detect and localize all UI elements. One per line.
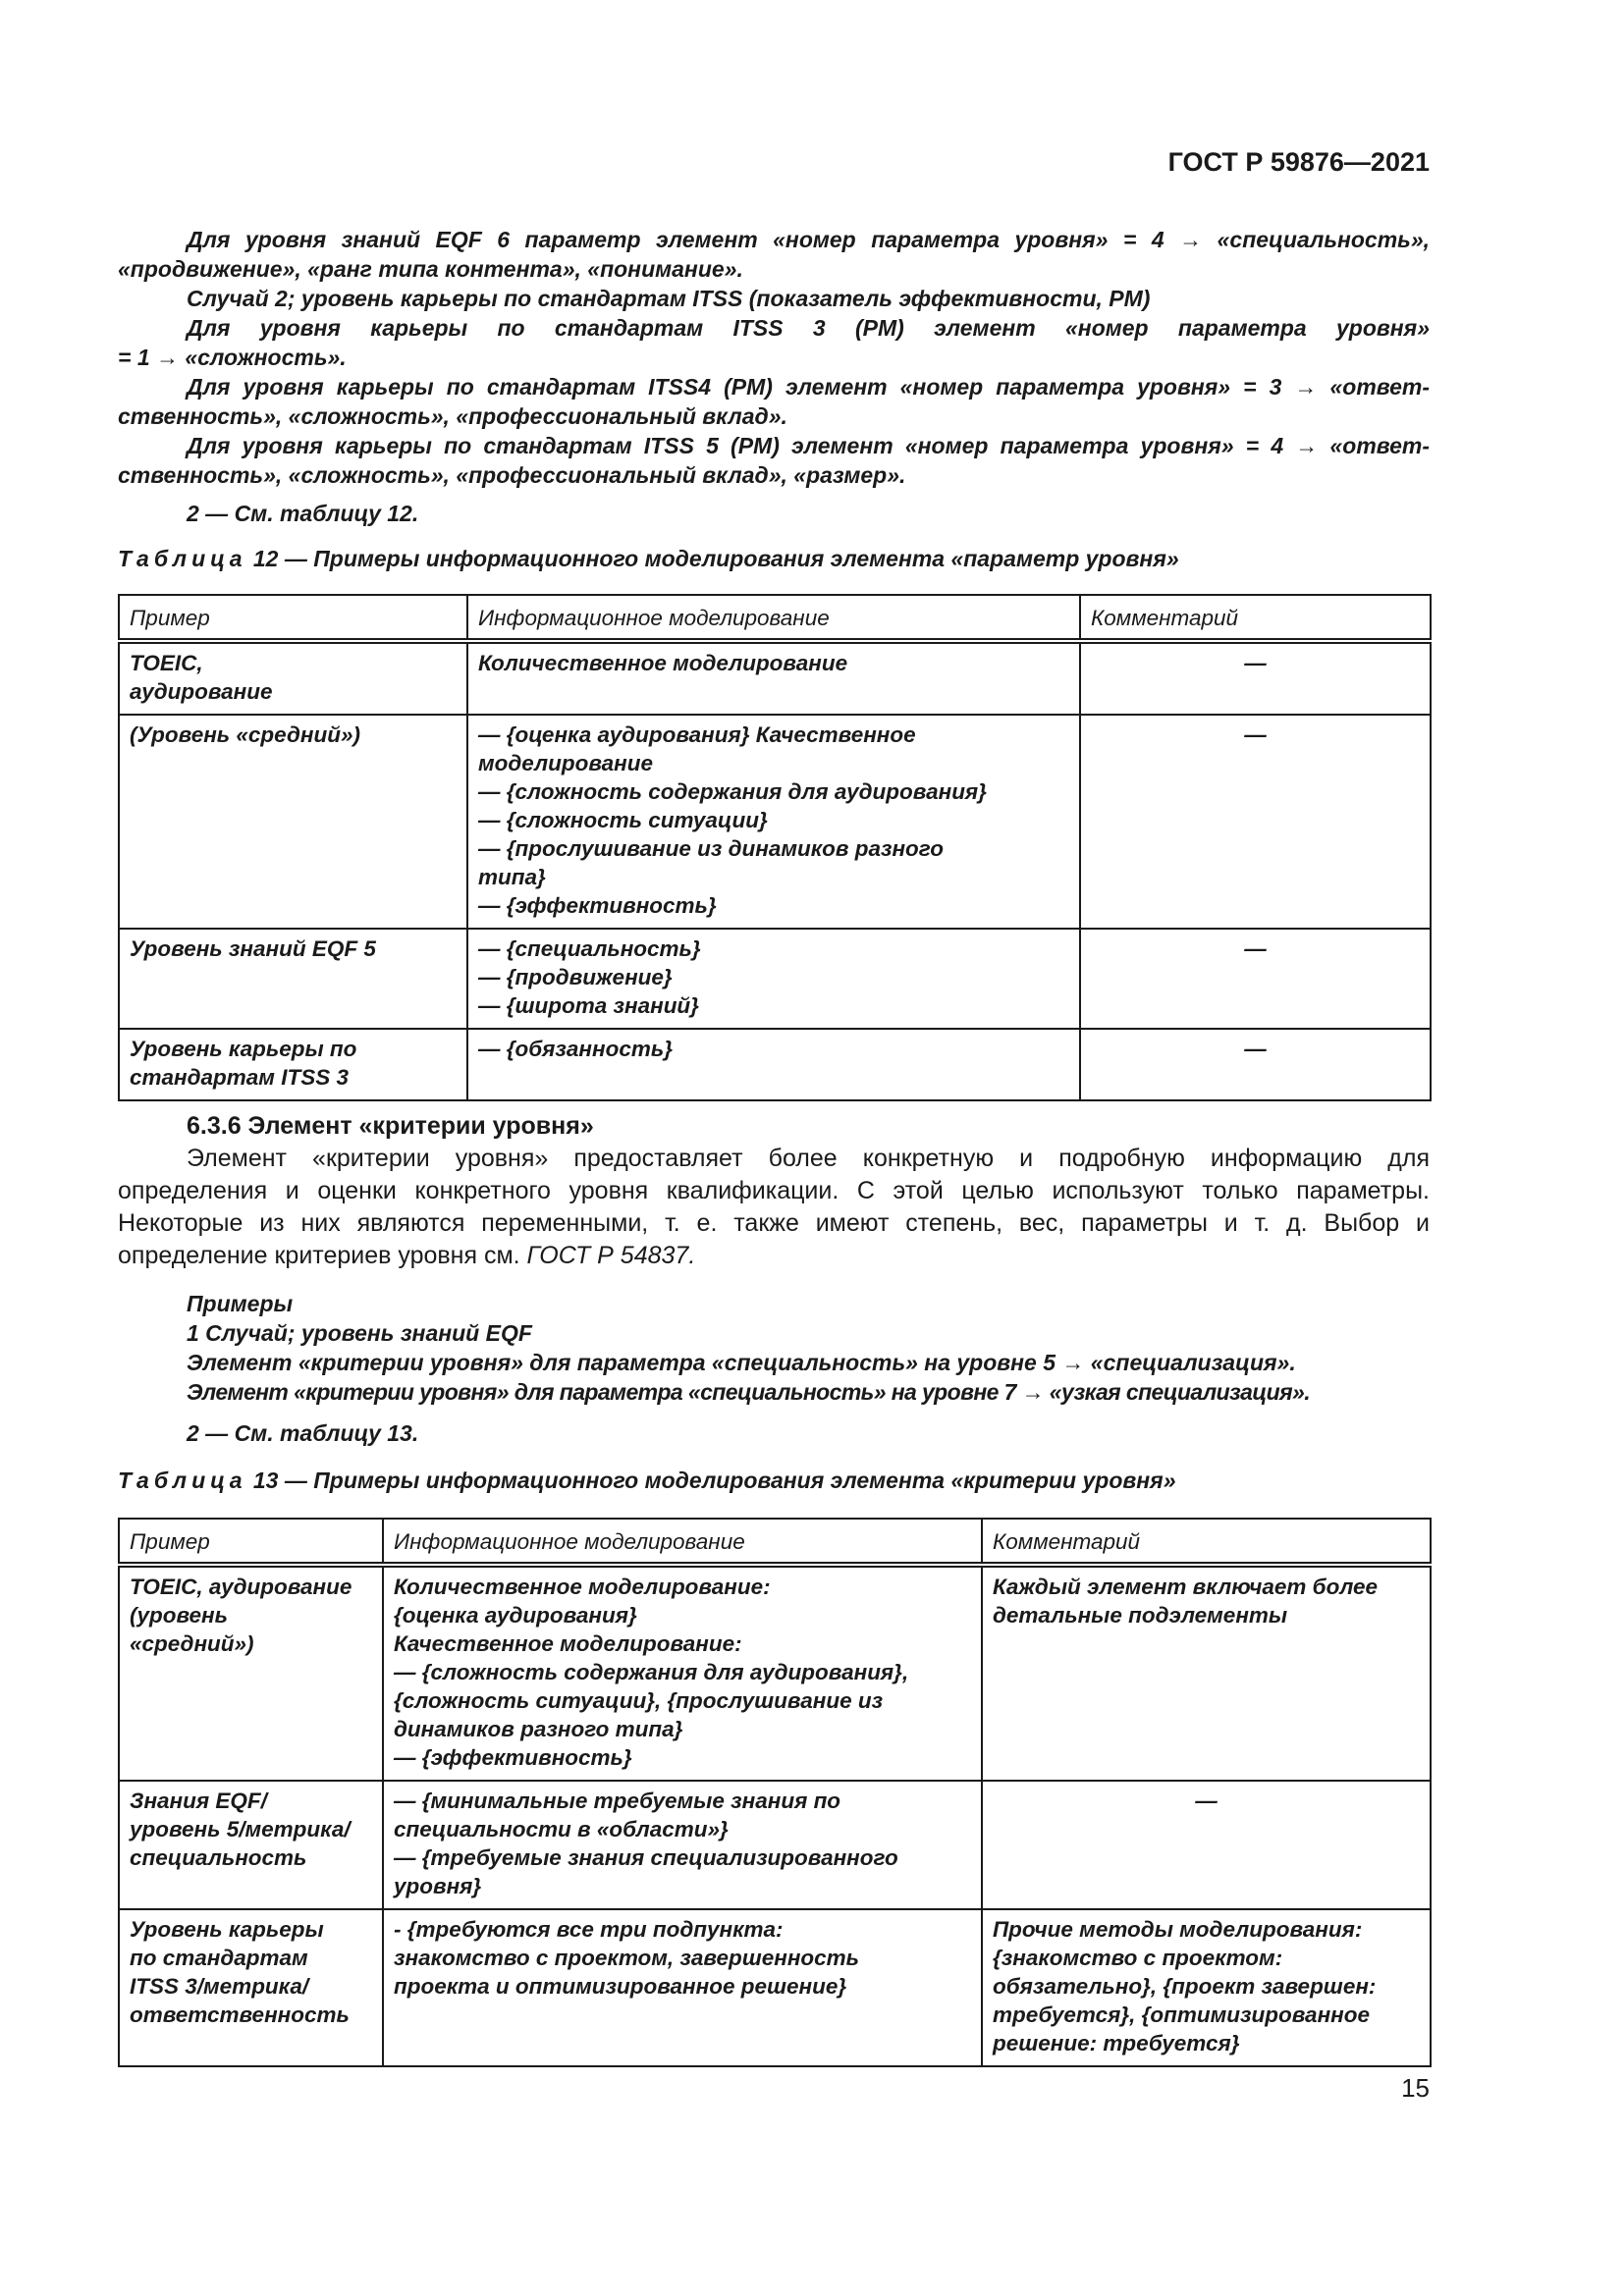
paragraph-line: ственность», «сложность», «профессиональный вклад». [118, 403, 787, 429]
cell-line: — {эффективность} [394, 1745, 632, 1770]
cell-line: — {прослушивание из динамиков разного [478, 836, 944, 861]
table-cell [119, 1909, 383, 2066]
header-label: Пример [130, 606, 210, 630]
body-line: определения и оценки конкретного уровня квалификации. С этой целью используют только параметры. [118, 1177, 1430, 1204]
table-cell [383, 1909, 982, 2066]
paragraph-line: ственность», «сложность», «профессиональный вклад», «размер». [118, 462, 906, 488]
example-line: Элемент «критерии уровня» для параметра «специальность» на уровне 7 → «узкая специализация». [187, 1379, 1311, 1405]
table-12 [118, 594, 1432, 1101]
cell-line: — {сложность содержания для аудирования}, [394, 1660, 909, 1684]
header-label: Комментарий [993, 1529, 1141, 1554]
column-header [982, 1519, 1431, 1565]
note-see-table-13: 2 — См. таблицу 13. [187, 1420, 419, 1446]
cell-line: Количественное моделирование [478, 651, 848, 675]
cell-line: Каждый элемент включает более [993, 1575, 1379, 1599]
caption-prefix: Таблица [118, 1468, 247, 1493]
cell-line: {оценка аудирования} [394, 1603, 637, 1628]
body-line: Некоторые из них являются переменными, т. е. также имеют степень, вес, параметры и т. д. Выбор и [118, 1209, 1430, 1237]
cell-line: — [1244, 1037, 1267, 1061]
cell-line: Знания EQF/ [130, 1789, 267, 1813]
cell-line: «средний») [130, 1631, 254, 1656]
column-header [1080, 595, 1431, 641]
paragraph-line: Для уровня карьеры по стандартам ITSS 5 (PM) элемент «номер параметра уровня» = 4 → «ответ- [187, 433, 1430, 458]
cell-line: — {оценка аудирования} Качественное [478, 722, 916, 747]
table-cell [119, 929, 467, 1029]
paragraph-line: Для уровня карьеры по стандартам ITSS4 (PM) элемент «номер параметра уровня» = 3 → «ответ- [187, 374, 1430, 400]
table-row [119, 1781, 1431, 1909]
table-12-caption [118, 546, 1179, 572]
cell-line: — [1195, 1789, 1218, 1813]
table-row [119, 715, 1431, 929]
cell-line: - {требуются все три подпункта: [394, 1917, 784, 1942]
cell-line: Количественное моделирование: [394, 1575, 771, 1599]
column-header [383, 1519, 982, 1565]
cell-line: (Уровень «средний») [130, 722, 360, 747]
cell-line: — [1244, 651, 1267, 675]
cell-line: Уровень карьеры [130, 1917, 324, 1942]
header-label: Информационное моделирование [478, 606, 830, 630]
cell-line: — {эффективность} [478, 893, 717, 918]
cell-line: — {минимальные требуемые знания по [394, 1789, 841, 1813]
cell-line: {сложность ситуации}, {прослушивание из [394, 1688, 884, 1713]
caption-text: 13 — Примеры информационного моделирования элемента «критерии уровня» [246, 1468, 1176, 1493]
table-row [119, 1029, 1431, 1100]
table-cell [1080, 641, 1431, 715]
document-number-header: ГОСТ Р 59876—2021 [1167, 147, 1430, 177]
cell-line: — {сложность содержания для аудирования} [478, 779, 987, 804]
cell-line: уровня} [394, 1874, 482, 1898]
table-cell [982, 1909, 1431, 2066]
cell-line: Качественное моделирование: [394, 1631, 742, 1656]
cell-line: знакомство с проектом, завершенность [394, 1946, 860, 1970]
example-line: 1 Случай; уровень знаний EQF [187, 1320, 532, 1346]
cell-line: (уровень [130, 1603, 228, 1628]
body-line [118, 1240, 1430, 1272]
table-cell [119, 1565, 383, 1781]
table-13 [118, 1518, 1432, 2067]
table-header-row [119, 1519, 1431, 1565]
table-row [119, 641, 1431, 715]
section-heading: 6.3.6 Элемент «критерии уровня» [187, 1112, 594, 1140]
page-number: 15 [1401, 2073, 1430, 2103]
table-cell [982, 1565, 1431, 1781]
paragraph-line: = 1 → «сложность». [118, 345, 347, 370]
table-cell [119, 1029, 467, 1100]
cell-line: Уровень знаний EQF 5 [130, 936, 376, 961]
paragraph-line: Случай 2; уровень карьеры по стандартам ITSS (показатель эффективности, PM) [187, 286, 1151, 311]
section-body [118, 1143, 1430, 1272]
cell-line: специальность [130, 1845, 307, 1870]
table-cell [467, 929, 1080, 1029]
table-cell [467, 715, 1080, 929]
cell-line: решение: требуется} [993, 2031, 1240, 2056]
examples-block [187, 1289, 1430, 1407]
body-line: Элемент «критерии уровня» предоставляет более конкретную и подробную информацию для [187, 1145, 1430, 1172]
header-label: Информационное моделирование [394, 1529, 745, 1554]
table-cell [467, 1029, 1080, 1100]
cell-line: {знакомство с проектом: [993, 1946, 1283, 1970]
examples-title: Примеры [187, 1291, 294, 1316]
cell-line: TOEIC, [130, 651, 203, 675]
column-header [119, 1519, 383, 1565]
cell-line: — {широта знаний} [478, 993, 699, 1018]
table-cell [467, 641, 1080, 715]
column-header [119, 595, 467, 641]
cell-line: Прочие методы моделирования: [993, 1917, 1363, 1942]
table-cell [1080, 1029, 1431, 1100]
cell-line: динамиков разного типа} [394, 1717, 683, 1741]
cell-line: моделирование [478, 751, 653, 775]
body-text: определение критериев уровня см. [118, 1242, 527, 1269]
table-cell [1080, 715, 1431, 929]
cell-line: — {специальность} [478, 936, 701, 961]
intro-notes [118, 225, 1430, 490]
caption-prefix: Таблица [118, 546, 247, 571]
paragraph-line: Для уровня карьеры по стандартам ITSS 3 (PM) элемент «номер параметра уровня» [187, 315, 1430, 341]
cell-line: уровень 5/метрика/ [130, 1817, 351, 1842]
table-cell [119, 715, 467, 929]
cell-line: — {продвижение} [478, 965, 673, 989]
column-header [467, 595, 1080, 641]
cell-line: TOEIC, аудирование [130, 1575, 352, 1599]
cell-line: — [1244, 936, 1267, 961]
table-cell [1080, 929, 1431, 1029]
cell-line: детальные подэлементы [993, 1603, 1288, 1628]
cell-line: — {сложность ситуации} [478, 808, 768, 832]
table-cell [383, 1781, 982, 1909]
cell-line: — {обязанность} [478, 1037, 673, 1061]
cell-line: требуется}, {оптимизированное [993, 2002, 1371, 2027]
table-row [119, 929, 1431, 1029]
cell-line: обязательно}, {проект завершен: [993, 1974, 1377, 1999]
cell-line: ответственность [130, 2002, 350, 2027]
header-label: Пример [130, 1529, 210, 1554]
table-row [119, 1565, 1431, 1781]
cell-line: стандартам ITSS 3 [130, 1065, 349, 1090]
cell-line: ITSS 3/метрика/ [130, 1974, 309, 1999]
table-cell [383, 1565, 982, 1781]
note-see-table-12: 2 — См. таблицу 12. [187, 501, 419, 526]
cell-line: проекта и оптимизированное решение} [394, 1974, 847, 1999]
caption-text: 12 — Примеры информационного моделирования элемента «параметр уровня» [246, 546, 1179, 571]
cell-line: аудирование [130, 679, 273, 704]
cell-line: по стандартам [130, 1946, 308, 1970]
table-cell [982, 1781, 1431, 1909]
table-cell [119, 641, 467, 715]
table-row [119, 1909, 1431, 2066]
cell-line: — {требуемые знания специализированного [394, 1845, 898, 1870]
paragraph-line: «продвижение», «ранг типа контента», «понимание». [118, 256, 743, 282]
header-label: Комментарий [1091, 606, 1239, 630]
table-13-caption [118, 1468, 1176, 1494]
paragraph-line: Для уровня знаний EQF 6 параметр элемент «номер параметра уровня» = 4 → «специальность», [187, 227, 1430, 252]
cell-line: специальности в «области»} [394, 1817, 729, 1842]
cell-line: Уровень карьеры по [130, 1037, 357, 1061]
table-cell [119, 1781, 383, 1909]
cell-line: типа} [478, 865, 546, 889]
standard-reference: ГОСТ Р 54837. [526, 1242, 696, 1269]
cell-line: — [1244, 722, 1267, 747]
table-header-row [119, 595, 1431, 641]
example-line: Элемент «критерии уровня» для параметра «специальность» на уровне 5 → «специализация». [187, 1350, 1296, 1375]
